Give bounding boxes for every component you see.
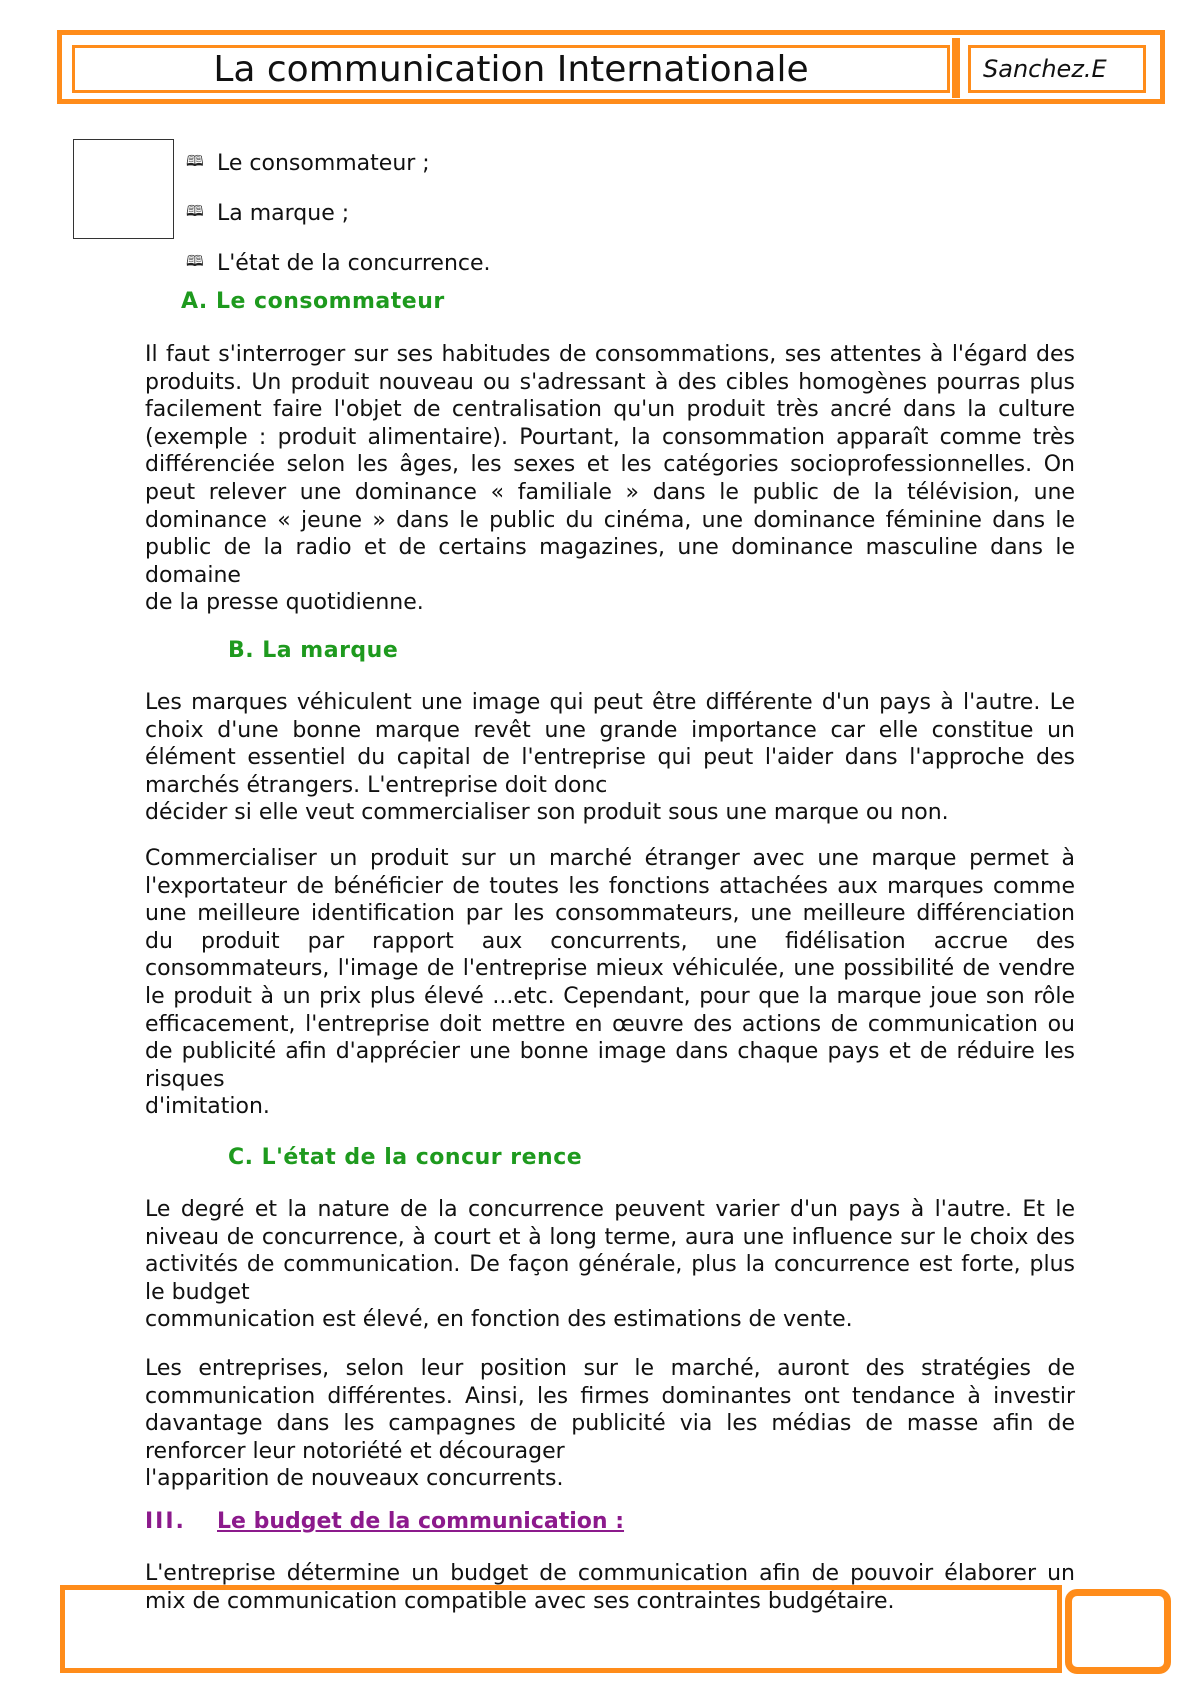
section-a-paragraph [145, 341, 1075, 617]
footer-frame [60, 1585, 1062, 1673]
list-item [186, 188, 491, 238]
list-item-label: La marque ; [217, 200, 350, 226]
section-b-paragraph-1 [145, 689, 1075, 827]
section-b-text-1: Les marques véhiculent une image qui peut être différente d'un pays à l'autre. Le choix d'une bonne marque revêt une grande importance car elle constitue un élément essentiel du capital de l'entreprise qui peut l'aider dans l'approche des marchés étrangers. L'entreprise doit donc [145, 690, 1075, 798]
section-c-heading: C. L'état de la concur rence [228, 1145, 583, 1170]
section-c-text-2: Les entreprises, selon leur position sur le marché, auront des stratégies de communication différentes. Ainsi, les firmes dominantes ont tendance à investir davantage dans les campagnes de publicité via les médias de masse afin de renforcer leur notoriété et décourager [145, 1356, 1075, 1464]
list-item [186, 238, 491, 288]
section-b-heading: B. La marque [228, 638, 399, 663]
section-iii-title: Le budget de la communication : [217, 1509, 625, 1534]
list-item-label: Le consommateur ; [217, 150, 430, 176]
book-icon: 🕮 [186, 251, 204, 270]
author-name: Sanchez.E [983, 55, 1107, 83]
section-c-text-1: Le degré et la nature de la concurrence peuvent varier d'un pays à l'autre. Et le niveau de concurrence, à court et à long terme, aura une influence sur le choix des activités de communication. De façon générale, plus la concurrence est forte, plus le budget [145, 1197, 1075, 1305]
section-b-text-1-end: décider si elle veut commercialiser son produit sous une marque ou non. [145, 800, 949, 826]
section-a-heading: A. Le consommateur [181, 289, 445, 314]
section-c-text-1-end: communication est élevé, en fonction des estimations de vente. [145, 1307, 853, 1333]
section-b-paragraph-2 [145, 845, 1075, 1121]
section-iii-text: L'entreprise détermine un budget de communication afin de pouvoir élaborer un mix de communication compatible avec ses contraintes budgétaire. [145, 1561, 1075, 1614]
page-number-box [1065, 1589, 1171, 1674]
section-b-text-2-end: d'imitation. [145, 1094, 270, 1120]
section-c-text-2-end: l'apparition de nouveaux concurrents. [145, 1466, 564, 1492]
list-item [186, 138, 491, 188]
header-separator [952, 38, 960, 98]
book-icon: 🕮 [186, 201, 204, 220]
book-icon: 🕮 [186, 151, 204, 170]
section-iii-number: III. [145, 1509, 186, 1534]
section-c-paragraph-2 [145, 1355, 1075, 1493]
page-title-text: La communication Internationale [213, 48, 809, 90]
author-box [968, 45, 1146, 93]
section-c-paragraph-1 [145, 1196, 1075, 1334]
section-a-text: Il faut s'interroger sur ses habitudes de consommations, ses attentes à l'égard des produits. Un produit nouveau ou s'adressant à des cibles homogènes pourras plus facilement faire l'objet de centralisation qu'un produit très ancré dans la culture (exemple : produit alimentaire). Pourtant, la consommation apparaît comme très différenciée selon les âges, les sexes et les catégories socioprofessionnelles. On peut relever une dominance « familiale » dans le public de la télévision, une dominance « jeune » dans le public du cinéma, une dominance féminine dans le public de la radio et de certains magazines, une dominance masculine dans le domaine [145, 342, 1075, 588]
image-placeholder-box [73, 139, 174, 239]
section-b-text-2: Commercialiser un produit sur un marché étranger avec une marque permet à l'exportateur de bénéficier de toutes les fonctions attachées aux marques comme une meilleure identification par les consommateurs, une meilleure différenciation du produit par rapport aux concurrents, une fidélisation accrue des consommateurs, l'image de l'entreprise mieux véhiculée, une possibilité de vendre le produit à un prix plus élevé ...etc. Cependant, pour que la marque joue son rôle efficacement, l'entreprise doit mettre en œuvre des actions de communication ou de publicité afin d'apprécier une bonne image dans chaque pays et de réduire les risques [145, 846, 1075, 1092]
section-a-text-end: de la presse quotidienne. [145, 590, 424, 616]
list-item-label: L'état de la concurrence. [217, 250, 491, 276]
section-iii-heading [145, 1509, 624, 1534]
page-title [72, 45, 950, 93]
bullet-list [186, 138, 491, 288]
